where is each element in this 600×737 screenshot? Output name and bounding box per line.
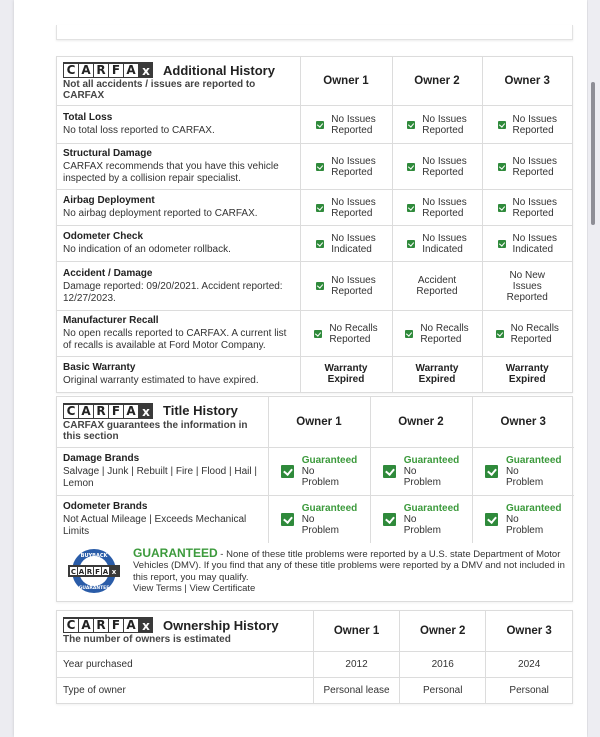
row-description: No indication of an odometer rollback.	[63, 244, 231, 255]
row-label	[57, 495, 268, 543]
svg-text:R: R	[86, 568, 93, 576]
title-history-card	[56, 396, 573, 602]
row-description: No total loss reported to CARFAX.	[63, 125, 215, 136]
owner-3-status: Guaranteed No Problem	[472, 495, 574, 543]
owner-2-status: Guaranteed No Problem	[370, 495, 472, 543]
carfax-logo: C A R F A x	[63, 617, 153, 633]
table-row	[57, 311, 572, 357]
owner-1-status: No Issues Reported	[300, 144, 392, 190]
check-icon	[316, 204, 324, 212]
check-icon	[281, 465, 294, 478]
table-row	[57, 357, 572, 392]
row-description: Salvage | Junk | Rebuilt | Fire | Flood | Hail | Lemon	[63, 465, 257, 489]
owner-2-header: Owner 2	[392, 57, 482, 106]
check-icon	[485, 465, 498, 478]
row-title: Odometer Check	[63, 231, 144, 242]
owner-2-status: Accident Reported	[392, 262, 482, 311]
svg-text:BUYBACK: BUYBACK	[80, 553, 108, 559]
section-subtitle: CARFAX guarantees the information in this section	[63, 419, 248, 442]
check-icon	[498, 163, 506, 171]
owner-3-status: No Issues Reported	[482, 144, 572, 190]
buyback-guarantee	[57, 543, 574, 601]
row-title: Basic Warranty	[63, 361, 136, 373]
row-title: Total Loss	[63, 112, 113, 123]
row-label	[57, 226, 300, 262]
row-description: Damage reported: 09/20/2021. Accident reported: 12/27/2023.	[63, 280, 283, 304]
owner-1-status: No Issues Reported	[300, 190, 392, 226]
check-icon	[383, 513, 396, 526]
row-description: CARFAX recommends that you have this vehicle inspected by a collision repair specialist.	[63, 161, 279, 184]
svg-text:A: A	[78, 568, 85, 576]
row-description: No open recalls reported to CARFAX. A current list of recalls is available at Ford Motor Company.	[63, 328, 287, 351]
section-title: Title History	[163, 403, 238, 419]
additional-history-header	[57, 57, 300, 106]
guaranteed-label: Guaranteed	[403, 502, 460, 514]
row-label	[57, 190, 300, 226]
guarantee-text: GUARANTEED - None of these title problems were reported by a U.S. state Department of Motor Vehicles (DMV). If you find that any of these title problems were reported by a DMV and not included in this report, you may qualify. View Terms | View Certificate	[133, 545, 565, 594]
owner-3-status: Guaranteed No Problem	[472, 447, 574, 495]
table-row	[57, 495, 574, 543]
owner-2-header: Owner 2	[370, 397, 472, 447]
owner-2-header: Owner 2	[400, 611, 486, 651]
row-title: Manufacturer Recall	[63, 315, 159, 326]
check-icon	[316, 240, 324, 248]
owner-3-header: Owner 3	[486, 611, 572, 651]
owner-3-value: 2024	[486, 651, 572, 677]
owner-1-status: Guaranteed No Problem	[268, 495, 370, 543]
title-history-header	[57, 397, 268, 447]
additional-history-card	[56, 56, 573, 393]
owner-2-status: Guaranteed No Problem	[370, 447, 472, 495]
owner-2-status: No Issues Indicated	[392, 226, 482, 262]
row-label: Year purchased	[57, 651, 313, 677]
guaranteed-label: Guaranteed	[301, 502, 358, 514]
row-label: Type of owner	[57, 677, 313, 703]
svg-text:x: x	[111, 568, 117, 576]
owner-2-value: Personal	[400, 677, 486, 703]
guaranteed-label: Guaranteed	[505, 454, 562, 466]
owner-3-status: Warranty Expired	[482, 357, 572, 392]
check-icon	[498, 240, 506, 248]
check-icon	[407, 240, 415, 248]
row-label	[57, 311, 300, 357]
row-label	[57, 144, 300, 190]
table-row	[57, 677, 572, 703]
row-description: Original warranty estimated to have expired.	[63, 374, 259, 386]
owner-2-status: No Issues Reported	[392, 190, 482, 226]
carfax-logo: C A R F A x	[63, 403, 153, 419]
view-terms-link[interactable]: View Terms	[133, 583, 182, 594]
owner-2-status: Warranty Expired	[392, 357, 482, 392]
owner-2-status: No Issues Reported	[392, 106, 482, 144]
owner-3-value: Personal	[486, 677, 572, 703]
table-row	[57, 651, 572, 677]
ownership-history-card	[56, 610, 573, 704]
table-row	[57, 262, 572, 311]
section-subtitle: The number of owners is estimated	[63, 634, 231, 646]
check-icon	[407, 163, 415, 171]
owner-3-status: No New Issues Reported	[482, 262, 572, 311]
row-title: Damage Brands	[63, 452, 140, 464]
section-title: Ownership History	[163, 617, 279, 633]
owner-1-header: Owner 1	[268, 397, 370, 447]
check-icon	[316, 163, 324, 171]
check-icon	[485, 513, 498, 526]
row-label	[57, 106, 300, 144]
additional-history-table	[57, 57, 572, 392]
row-description: Not Actual Mileage | Exceeds Mechanical Limits	[63, 513, 247, 537]
ownership-history-header	[57, 611, 313, 651]
table-row	[57, 226, 572, 262]
scrollbar-thumb[interactable]	[591, 82, 595, 225]
owner-3-status: No Recalls Reported	[482, 311, 572, 357]
guarantee-heading: GUARANTEED	[133, 545, 218, 560]
previous-section-card	[56, 25, 573, 40]
ownership-history-table	[57, 611, 572, 703]
owner-1-status: Warranty Expired	[300, 357, 392, 392]
owner-3-status: No Issues Reported	[482, 106, 572, 144]
view-certificate-link[interactable]: View Certificate	[189, 583, 256, 594]
owner-1-value: Personal lease	[313, 677, 399, 703]
row-title: Odometer Brands	[63, 500, 148, 512]
owner-3-header: Owner 3	[472, 397, 574, 447]
section-subtitle: Not all accidents / issues are reported to CARFAX	[63, 79, 256, 101]
check-icon	[407, 121, 415, 129]
carfax-logo: C A R F A x	[63, 62, 153, 78]
owner-3-header: Owner 3	[482, 57, 572, 106]
check-icon	[496, 330, 504, 338]
check-icon	[405, 330, 413, 338]
check-icon	[407, 204, 415, 212]
buyback-guarantee-badge-icon	[65, 547, 123, 595]
check-icon	[316, 282, 324, 290]
row-title: Structural Damage	[63, 148, 152, 159]
guaranteed-label: Guaranteed	[505, 502, 562, 514]
owner-2-status: No Recalls Reported	[392, 311, 482, 357]
owner-2-value: 2016	[400, 651, 486, 677]
row-title: Airbag Deployment	[63, 195, 155, 206]
owner-3-status: No Issues Reported	[482, 190, 572, 226]
owner-3-status: No Issues Indicated	[482, 226, 572, 262]
row-label	[57, 447, 268, 495]
row-description: No airbag deployment reported to CARFAX.	[63, 208, 258, 219]
guaranteed-label: Guaranteed	[403, 454, 460, 466]
table-row	[57, 190, 572, 226]
guaranteed-label: Guaranteed	[301, 454, 358, 466]
owner-1-status: No Issues Indicated	[300, 226, 392, 262]
check-icon	[498, 204, 506, 212]
owner-1-header: Owner 1	[313, 611, 399, 651]
owner-1-status: No Issues Reported	[300, 262, 392, 311]
owner-1-header: Owner 1	[300, 57, 392, 106]
check-icon	[314, 330, 322, 338]
svg-text:C: C	[70, 568, 77, 576]
owner-2-status: No Issues Reported	[392, 144, 482, 190]
check-icon	[316, 121, 324, 129]
title-history-table	[57, 397, 574, 601]
owner-1-status: No Recalls Reported	[300, 311, 392, 357]
owner-1-status: No Issues Reported	[300, 106, 392, 144]
check-icon	[383, 465, 396, 478]
svg-text:A: A	[102, 568, 109, 576]
row-title: Accident / Damage	[63, 267, 153, 279]
section-title: Additional History	[163, 62, 275, 78]
table-row	[57, 144, 572, 190]
table-row	[57, 447, 574, 495]
report-page	[14, 0, 587, 737]
check-icon	[281, 513, 294, 526]
row-label	[57, 357, 300, 392]
check-icon	[498, 121, 506, 129]
row-label	[57, 262, 300, 311]
table-row	[57, 106, 572, 144]
svg-text:GUARANTEE: GUARANTEE	[78, 586, 110, 591]
svg-text:F: F	[95, 568, 100, 576]
owner-1-value: 2012	[313, 651, 399, 677]
owner-1-status: Guaranteed No Problem	[268, 447, 370, 495]
